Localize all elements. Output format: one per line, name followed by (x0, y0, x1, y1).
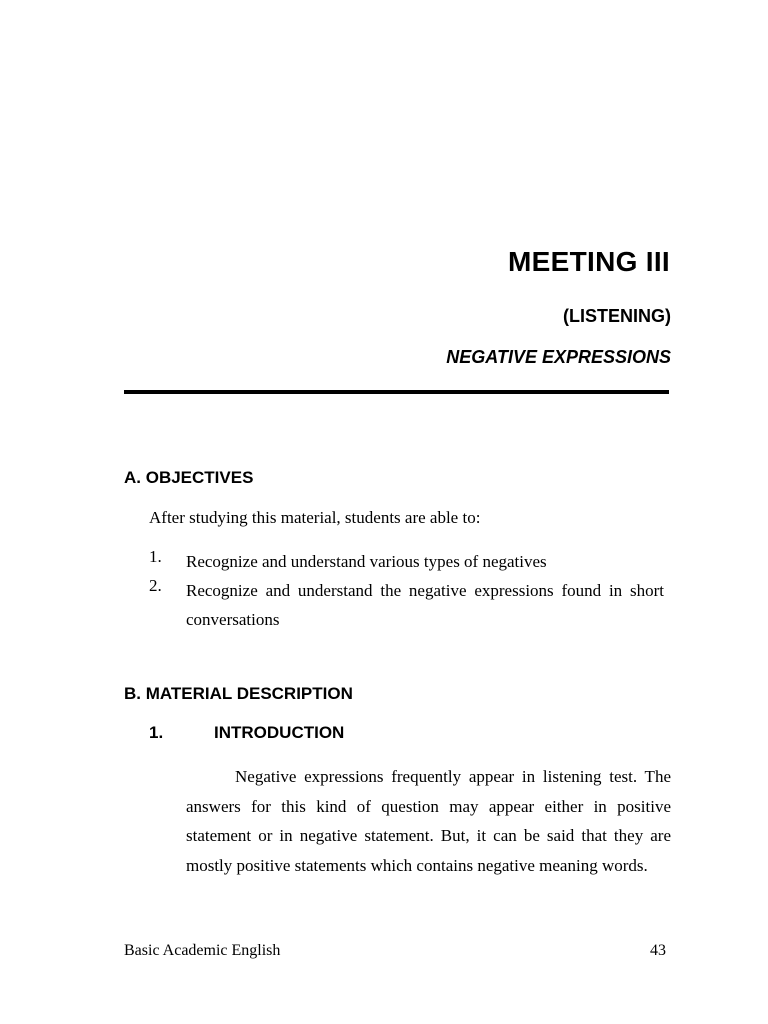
section-heading-objectives: A. OBJECTIVES (124, 468, 254, 487)
meeting-topic: NEGATIVE EXPRESSIONS (446, 347, 671, 367)
subsection-number: 1. (149, 723, 164, 742)
objective-text: Recognize and understand the negative expressions found in short conversations (186, 581, 664, 629)
objective-number: 2. (149, 576, 162, 595)
meeting-subtitle: (LISTENING) (563, 306, 671, 326)
footer-page-number: 43 (650, 942, 666, 959)
header-divider (124, 390, 669, 394)
subsection-title: INTRODUCTION (214, 723, 345, 742)
objective-number: 1. (149, 547, 162, 566)
objective-text: Recognize and understand various types of negatives (186, 552, 547, 571)
footer-book-title: Basic Academic English (124, 942, 281, 959)
introduction-paragraph: Negative expressions frequently appear in listening test. The answers for this kind of question may appear either in positive statement or in negative statement. But, it can be said that they are mostly positive statements which contains negative meaning words. (186, 767, 671, 875)
objectives-intro: After studying this material, students are able to: (149, 508, 481, 527)
meeting-title: MEETING III (508, 246, 670, 277)
section-heading-material-description: B. MATERIAL DESCRIPTION (124, 684, 353, 703)
